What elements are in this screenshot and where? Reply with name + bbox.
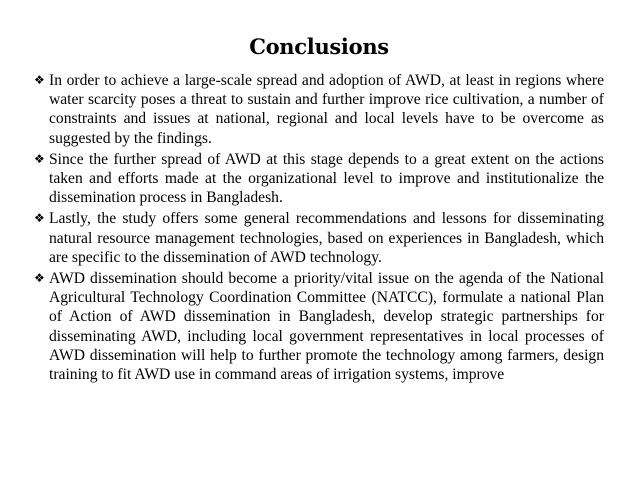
bullet-item	[34, 71, 604, 148]
bullet-item	[34, 269, 604, 384]
diamond-bullet-icon: ❖	[34, 151, 45, 166]
bullet-item	[34, 150, 604, 208]
bullet-list	[34, 71, 604, 386]
diamond-bullet-icon: ❖	[34, 211, 45, 226]
diamond-bullet-icon: ❖	[34, 271, 45, 286]
diamond-bullet-icon: ❖	[34, 73, 45, 87]
bullet-text: In order to achieve a large-scale spread and adoption of AWD, at least in regions where water scarcity poses a threat to sustain and further improve rice cultivation, a number of constraints and issues at national, regional and local levels have to be overcome as suggested by the findings.	[49, 72, 604, 147]
slide-title: Conclusions	[249, 34, 389, 59]
bullet-text: Since the further spread of AWD at this stage depends to a great extent on the actions taken and efforts made at the organizational level to improve and institutionalize the dissemination process in Bangladesh.	[49, 150, 604, 207]
bullet-text: AWD dissemination should become a priority/vital issue on the agenda of the National Agricultural Technology Coordination Committee (NATCC), formulate a national Plan of Action of AWD dissemination in Bangladesh, develop strategic partnerships for disseminating AWD, including local government representatives in local processes of AWD dissemination will help to further promote the technology among farmers, design training to fit AWD use in command areas of irrigation systems, improve	[49, 270, 604, 384]
bullet-text: Lastly, the study offers some general recommendations and lessons for disseminating natural resource management technologies, based on experiences in Bangladesh, which are specific to the dissemination of AWD technology.	[49, 210, 604, 266]
bullet-item	[34, 209, 604, 267]
